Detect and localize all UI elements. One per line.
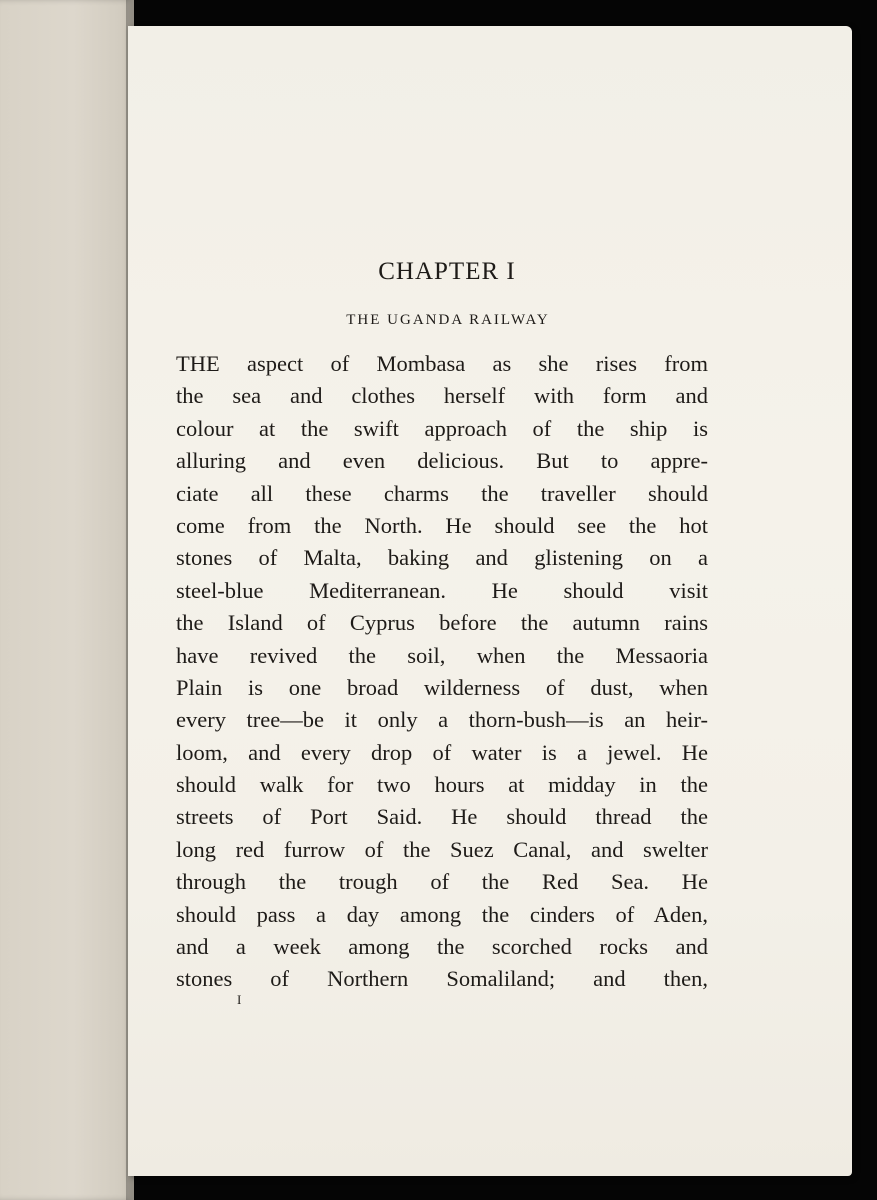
text-line: through the trough of the Red Sea. He [176, 869, 708, 895]
signature-mark: I [237, 992, 242, 1007]
text-line: THE aspect of Mombasa as she rises from [176, 351, 708, 376]
text-line: streets of Port Said. He should thread the [176, 804, 708, 830]
text-line: should walk for two hours at midday in the [176, 772, 708, 798]
text-line: the sea and clothes herself with form and [176, 383, 708, 409]
page-text-block [176, 250, 708, 996]
text-line: stones of Northern Somaliland; and then, [176, 966, 708, 992]
body-paragraph [176, 348, 708, 996]
text-line: Plain is one broad wilderness of dust, when [176, 674, 708, 700]
text-line: loom, and every drop of water is a jewel. He [176, 739, 708, 765]
text-line: stones of Malta, baking and glistening on a [176, 545, 708, 571]
text-line: the Island of Cyprus before the autumn rains [176, 610, 708, 636]
text-line: steel-blue Mediterranean. He should visit [176, 577, 708, 603]
section-heading: THE UGANDA RAILWAY [346, 312, 550, 328]
chapter-heading: CHAPTER I [378, 258, 516, 285]
text-line: ciate all these charms the traveller should [176, 480, 708, 506]
text-line: colour at the swift approach of the ship is [176, 415, 708, 441]
text-line: every tree—be it only a thorn-bush—is an heir- [176, 707, 708, 733]
facing-page [0, 0, 134, 1200]
text-line: alluring and even delicious. But to appre- [176, 448, 708, 474]
text-line: should pass a day among the cinders of Aden, [176, 901, 708, 927]
text-line: and a week among the scorched rocks and [176, 934, 708, 960]
text-line: have revived the soil, when the Messaoria [176, 642, 708, 668]
text-line: come from the North. He should see the hot [176, 512, 708, 538]
text-line: long red furrow of the Suez Canal, and swelter [176, 836, 708, 862]
